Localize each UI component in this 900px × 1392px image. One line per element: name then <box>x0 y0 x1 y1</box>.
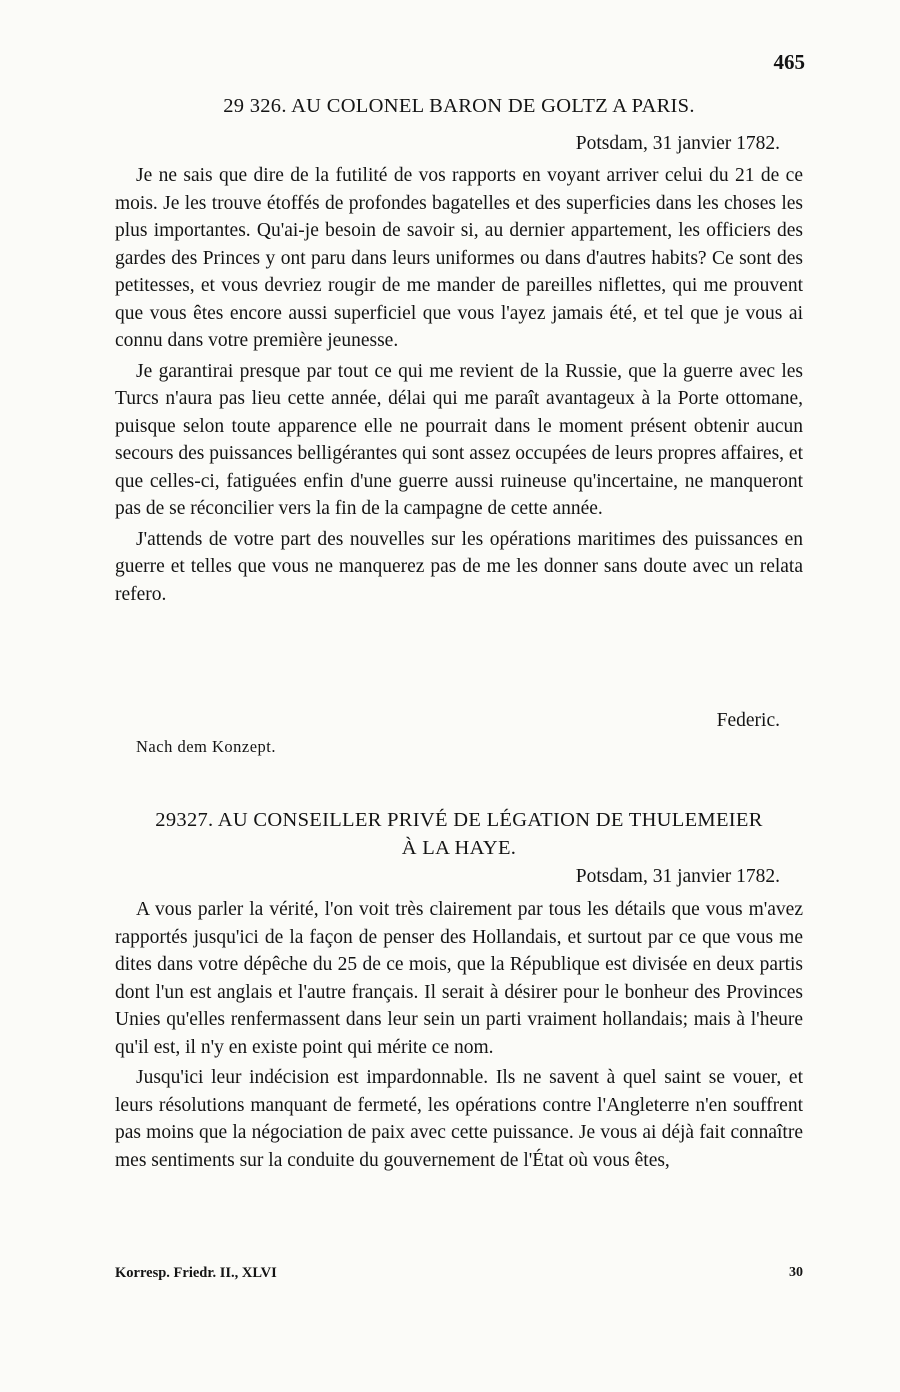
footer-volume-reference: Korresp. Friedr. II., XLVI <box>115 1265 277 1281</box>
letter-2-body <box>115 896 803 1174</box>
letter-2-paragraph-1: A vous parler la vérité, l'on voit très clairement par tous les détails que vous m'avez rapportés jusqu'ici de la façon de penser des Hollandais, et surtout par ce que vous me dites dans votre dépêche du 25 de ce mois, que la République est divisée en deux partis dont l'un est anglais et l'autre français. Il serait à désirer pour le bonheur des Provinces Unies qu'elles renfermassent dans leur sein un parti vraiment hollandais; mais à l'heure qu'il est, il n'y en existe point qui mérite ce nom. <box>115 899 803 1058</box>
letter-1-paragraph-3: J'attends de votre part des nouvelles sur les opérations maritimes des puissances en guerre et telles que vous ne manquerez pas de me les donner sans doute avec un relata refero. <box>115 528 803 605</box>
letter-1-source-note: Nach dem Konzept. <box>136 737 276 756</box>
letter-2-title-line-1: 29327. AU CONSEILLER PRIVÉ DE LÉGATION DE THULEMEIER <box>155 809 763 831</box>
letter-1-body <box>115 162 803 608</box>
letter-2-dateline: Potsdam, 31 janvier 1782. <box>575 866 780 887</box>
letter-1-title: 29 326. AU COLONEL BARON DE GOLTZ A PARIS. <box>223 95 695 117</box>
letter-1-paragraph-2: Je garantirai presque par tout ce qui me revient de la Russie, que la guerre avec les Turcs n'aura pas lieu cette année, délai qui me paraît avantageux à la Porte ottomane, puisque selon toute apparence elle ne pourrait dans le moment présent obtenir aucun secours des puissances belligérantes qui sont assez occupées de leurs propres affaires, et que celles-ci, fatiguées enfin d'une guerre aussi ruineuse qu'incertaine, ne manqueront pas de se réconcilier vers la fin de la campagne de cette année. <box>115 360 803 519</box>
letter-1-signature: Federic. <box>716 710 780 731</box>
letter-2-paragraph-2: Jusqu'ici leur indécision est impardonnable. Ils ne savent à quel saint se vouer, et leurs résolutions manquant de fermeté, les opérations contre l'Angleterre n'en souffrent pas moins que la négociation de paix avec cette puissance. Je vous ai déjà fait connaître mes sentiments sur la conduite du gouvernement de l'État où vous êtes, <box>115 1067 803 1171</box>
letter-2-title-line-2: À LA HAYE. <box>401 837 517 859</box>
footer-signature-mark: 30 <box>789 1265 803 1280</box>
letter-2-title <box>115 806 803 862</box>
letter-1-paragraph-1: Je ne sais que dire de la futilité de vos rapports en voyant arriver celui du 21 de ce mois. Je les trouve étoffés de profondes bagatelles et des superficies dans les choses les plus importantes. Qu'ai-je besoin de savoir si, au dernier appartement, les officiers des gardes des Princes y ont paru dans leurs uniformes ou dans d'autres habits? Ce sont des petitesses, et vous devriez rougir de me mander de pareilles niflettes, qui me prouvent que vous êtes encore aussi superficiel que vous l'ayez jamais été, et tel que je vous ai connu dans votre première jeunesse. <box>115 165 803 351</box>
letter-1-dateline: Potsdam, 31 janvier 1782. <box>575 133 780 154</box>
page-number: 465 <box>773 50 805 74</box>
